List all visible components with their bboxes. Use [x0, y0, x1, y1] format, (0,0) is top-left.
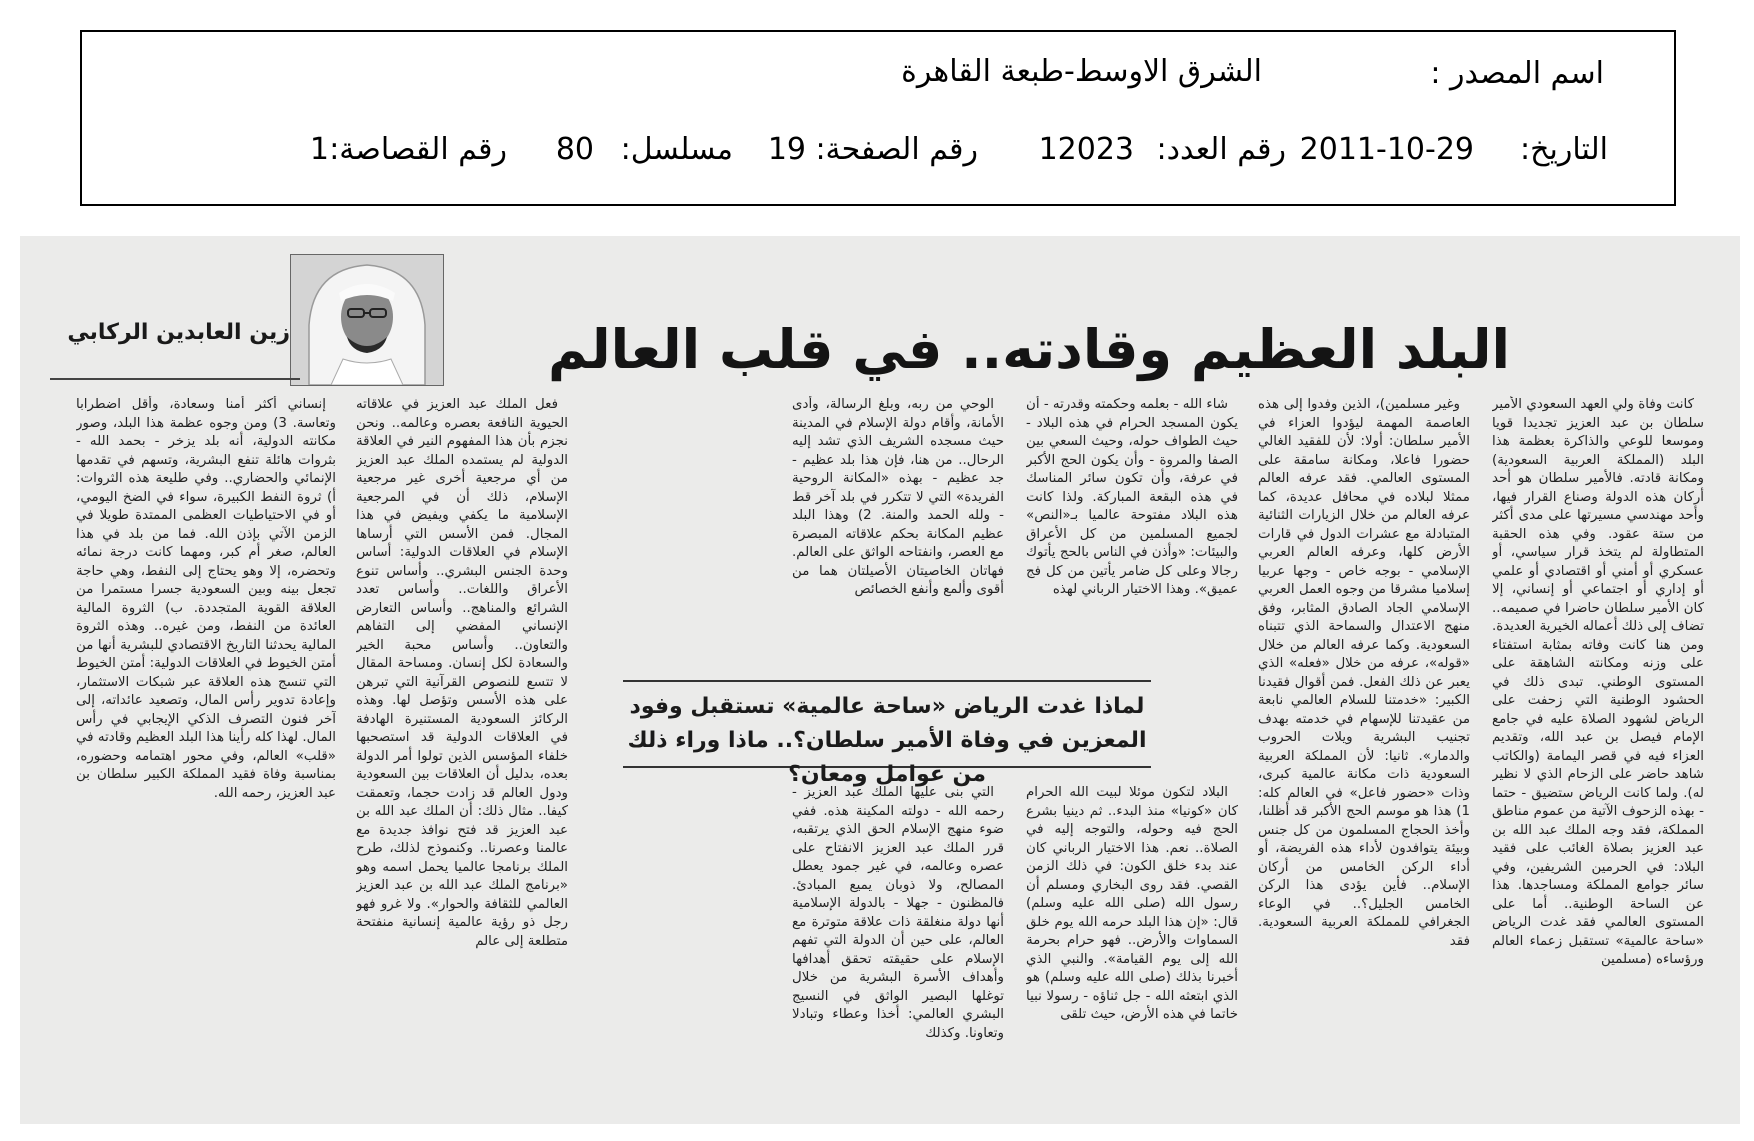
date-label: التاريخ:	[1520, 132, 1608, 167]
issue-value: 12023	[1038, 132, 1134, 167]
column-6-text: إنساني أكثر أمنا وسعادة، وأقل اضطرابا وتعاسة. 3) ومن وجوه عظمة هذا البلد، وصور مكانته الدولية، أنه بلد يزخر - بحمد الله - بثروات هائلة تنفع البشرية، وتسهم في تقدمها الإنمائي والحضاري.. وفي طليعة هذه الثروات: أ) ثروة النفط الكبيرة، سواء في الضخ اليومي، أو في الاحتياطيات العظمى الممتدة طويلا في الزمن الآتي بإذن الله. فما من بلد في هذا العالم، صغر أم كبر، ومهما كانت درجة نمائه وتحضره، إلا وهو يحتاج إلى النفط، وهي حاجة تجعل بينه وبين السعودية جسرا مستمرا من العلاقة القوية المتجددة. ب) الثروة المالية العائدة من النفط، ومن غيره.. وهذه الثروة المالية يحدثنا التاريخ الاقتصادي للبشرية أنها من أمتن الخيوط في العلاقات الدولية: أمتن الخيوط التي تنسج هذه العلاقة عبر شبكات الاستثمار، وإعادة تدوير رأس المال، وتصعيد عائداته، إلى آخر فنون التصرف الذكي الإيجابي في رأس المال. لهذا كله رأينا هذا البلد العظيم وقادته في «قلب» العالم، وفي محور اهتمامه وحضوره، بمناسبة وفاة فقيد المملكة الكبير سلطان بن عبد العزيز، رحمه الله.	[76, 397, 336, 801]
page-value: 19	[767, 132, 806, 167]
article-column-5	[356, 396, 568, 1116]
author-divider	[50, 378, 300, 380]
newspaper-clipping	[20, 236, 1740, 1124]
article-subheadline: لماذا غدت الرياض «ساحة عالمية» تستقبل وفود المعزين في وفاة الأمير سلطان؟.. ماذا وراء ذلك من عوامل ومعان؟	[623, 680, 1151, 768]
column-3-bottom-text: البلاد لتكون موئلا لبيت الله الحرام كان «كونيا» منذ البدء.. ثم دينيا بشرع الحج فيه وحوله، والتوجه إليه في الصلاة.. نعم. هذا الاختيار الرباني كان عند بدء خلق الكون: في ذلك الزمن القصي. فقد روى البخاري ومسلم أن رسول الله (صلى الله عليه وسلم) قال: «إن هذا البلد حرمه الله يوم خلق السماوات والأرض.. فهو حرام بحرمة الله إلى يوم القيامة». والنبي الذي أخبرنا بذلك (صلى الله عليه وسلم) هو الذي ابتعثه الله - جل ثناؤه - رسولا نبيا خاتما في هذه الأرض، حيث تلقى	[1026, 785, 1238, 1022]
source-value: الشرق الاوسط-طبعة القاهرة	[901, 54, 1262, 89]
article-column-1	[1492, 396, 1704, 1116]
column-4-bottom-text: التي بنى عليها الملك عبد العزيز - رحمه الله - دولته المكينة هذه. ففي ضوء منهج الإسلام الحق الذي يرتقبه، قرر الملك عبد العزيز الانفتاح على عصره وعالمه، في غير جمود يعطل المصالح، ولا ذوبان يميع المبادئ. فالمظنون - جهلا - بالدولة الإسلامية أنها دولة منغلقة ذات علاقة متوترة مع العالم، على حين أن الدولة التي تفهم الإسلام على حقيقته تحقق أهدافها وأهداف الأسرة البشرية من خلال توغلها البصير الواثق في النسيج البشري العالمي: أخذا وعطاء وتبادلا وتعاونا. وكذلك	[792, 785, 1004, 1041]
serial-label: مسلسل:	[620, 132, 733, 167]
source-info-box	[80, 30, 1676, 206]
author-name: زين العابدين الركابي	[67, 320, 290, 345]
article-column-6	[76, 396, 336, 1116]
article-column-4-bottom	[792, 784, 1004, 1116]
column-2-text: وغير مسلمين)، الذين وفدوا إلى هذه العاصمة المهمة ليؤدوا العزاء في الأمير سلطان: أولا: لأن للفقيد الغالي حضورا فاعلا، ومكانة سامقة على المستوى العالمي. فقد عرفه العالم ممثلا لبلاده في محافل عديدة، كما عرفه العالم من خلال الزيارات الثنائية المتبادلة مع عشرات الدول في قارات الأرض كلها، وعرفه العالم العربي الإسلامي - بوجه خاص - وجها عربيا إسلاميا مشرقا من وجوه العمل العربي الإسلامي الجاد الصادق المثابر، وفق منهج الاعتدال والسماحة الذي تتبناه السعودية. وكما عرفه العالم من خلال «قوله»، عرفه من خلال «فعله» الذي يعبر عن ذلك الفعل. فمن أقوال فقيدنا الكبير: «خدمتنا للسلام العالمي نابعة من عقيدتنا للإسهام في خدمته بهدف تجنيب البشرية ويلات الحروب والدمار». ثانيا: لأن المملكة العربية السعودية ذات مكانة عالمية كبرى، وذات «حضور فاعل» في العالم كله: 1) هذا هو موسم الحج الأكبر قد أظلنا، وأخذ الحجاج المسلمون من كل جنس وبيئة يتوافدون لأداء هذه الفريضة، أو أداء الركن الخامس من أركان الإسلام.. فأين يؤدى هذا الركن الخامس الجليل؟.. في الوعاء الجغرافي للمملكة العربية السعودية. فقد	[1258, 397, 1470, 949]
author-photo	[290, 254, 444, 386]
article-column-2	[1258, 396, 1470, 1116]
author-portrait-image	[291, 255, 443, 385]
article-column-4-top	[792, 396, 1004, 668]
issue-label: رقم العدد:	[1156, 132, 1286, 167]
column-1-text: كانت وفاة ولي العهد السعودي الأمير سلطان بن عبد العزيز تجديدا قويا وموسعا للوعي والذاكرة بعظمة هذا البلد (المملكة العربية السعودية) ومكانة قادته. فالأمير سلطان هو أحد أركان هذه الدولة وصناع القرار فيها، وأحد مهندسي مسيرتها على مدى أكثر من ستة عقود. وفي هذه الحقبة المتطاولة لم يتخذ قرار سياسي، أو عسكري أو أمني أو اقتصادي أو علمي أو إداري أو اجتماعي أو إنساني، إلا كان الأمير سلطان حاضرا في صميمه.. تضاف إلى ذلك أعماله الخيرية العديدة. ومن هنا كانت وفاته بمثابة استفتاء على وزنه ومكانته الشاهقة على المستوى الوطني. تبدى ذلك في الحشود الوطنية التي زحفت على الرياض لشهود الصلاة عليه في جامع الإمام فيصل بن عبد الله، وتقديم العزاء فيه في قصر اليمامة (والكاتب شاهد حاضر على الزحام الذي لا نظير له). ولما كانت الرياض ستضيق - حتما - بهذه الزحوف الآتية من عموم مناطق المملكة، فقد وجه الملك عبد الله بن عبد العزيز بصلاة الغائب على فقيد البلاد: في الحرمين الشريفين، وفي سائر جوامع المملكة ومساجدها. هذا عن الساحة الوطنية.. أما على المستوى العالمي فقد غدت الرياض «ساحة عالمية» تستقبل زعماء العالم ورؤساءه (مسلمين	[1492, 397, 1704, 967]
article-column-3-bottom	[1026, 784, 1238, 1116]
clip-number-value: 1	[309, 132, 329, 167]
page-label: رقم الصفحة:	[815, 132, 978, 167]
source-label: اسم المصدر :	[1430, 56, 1604, 91]
serial-value: 80	[555, 132, 594, 167]
column-5-text: فعل الملك عبد العزيز في علاقاته الحيوية النافعة بعصره وعالمه.. ونحن نجزم بأن هذا المفهوم النير في العلاقة الدولية لم يستمده الملك عبد العزيز من أي مرجعية أخرى غير مرجعية الإسلام، ذلك أن في المرجعية الإسلامية ما يكفي ويفيض في هذا المجال. فمن الأسس التي أرساها الإسلام في العلاقات الدولية: أساس وحدة الجنس البشري.. وأساس تنوع الأعراق واللغات.. وأساس تعدد الشرائع والمناهج.. وأساس التعارض الإنساني المفضي إلى التفاهم والتعاون.. وأساس محبة الخير والسعادة لكل إنسان. ومساحة المقال لا تتسع للنصوص القرآنية التي تبرهن على هذه الأسس وتؤصل لها. وهذه الركائز السعودية المستنيرة الهادفة في العلاقات الدولية قد استصحبها خلفاء المؤسس الذين تولوا أمر الدولة بعده، بدليل أن العلاقات بين السعودية ودول العالم قد زادت حجما، وتعمقت كيفا.. مثال ذلك: أن الملك عبد الله بن عبد العزيز قد فتح نوافذ جديدة مع عالمنا وعصرنا.. وكنموذج لذلك، طرح الملك برنامجا عالميا يحمل اسمه وهو «برنامج الملك عبد الله بن عبد العزيز العالمي للثقافة والحوار». ولا غرو فهو رجل ذو رؤية عالمية إنسانية منفتحة متطلعة إلى عالم	[356, 397, 568, 949]
column-4-top-text: الوحي من ربه، وبلغ الرسالة، وأدى الأمانة، وأقام دولة الإسلام في المدينة حيث مسجده الشريف الذي تشد إليه الرحال.. من هنا، فإن هذا بلد عظيم - جد عظيم - بهذه «المكانة الروحية الفريدة» التي لا تتكرر في بلد آخر قط - ولله الحمد والمنة. 2) وهذا البلد عظيم المكانة بحكم علاقاته المبصرة مع العصر، وانفتاحه الواثق على العالم. فهاتان الخاصيتان الأصيلتان هما من أقوى وألمع وأنفع الخصائص	[792, 397, 1004, 597]
date-value: 2011-10-29	[1299, 132, 1474, 167]
article-headline: البلد العظيم وقادته.. في قلب العالم	[547, 318, 1510, 381]
clip-number-label: رقم القصاصة:	[329, 132, 507, 167]
article-column-3-top	[1026, 396, 1238, 668]
column-3-top-text: شاء الله - بعلمه وحكمته وقدرته - أن يكون المسجد الحرام في هذه البلاد - حيث الطواف حوله، وحيث السعي بين الصفا والمروة - وأن يكون الحج الأكبر في عرفة، وأن تكون سائر المناسك في هذه البقعة المباركة. ولذا كانت هذه البلاد مفتوحة عالميا بـ«النص» لجميع المسلمين من كل الأعراق والبيئات: «وأذن في الناس بالحج يأتوك رجالا وعلى كل ضامر يأتين من كل فج عميق». وهذا الاختيار الرباني لهذه	[1026, 397, 1238, 597]
